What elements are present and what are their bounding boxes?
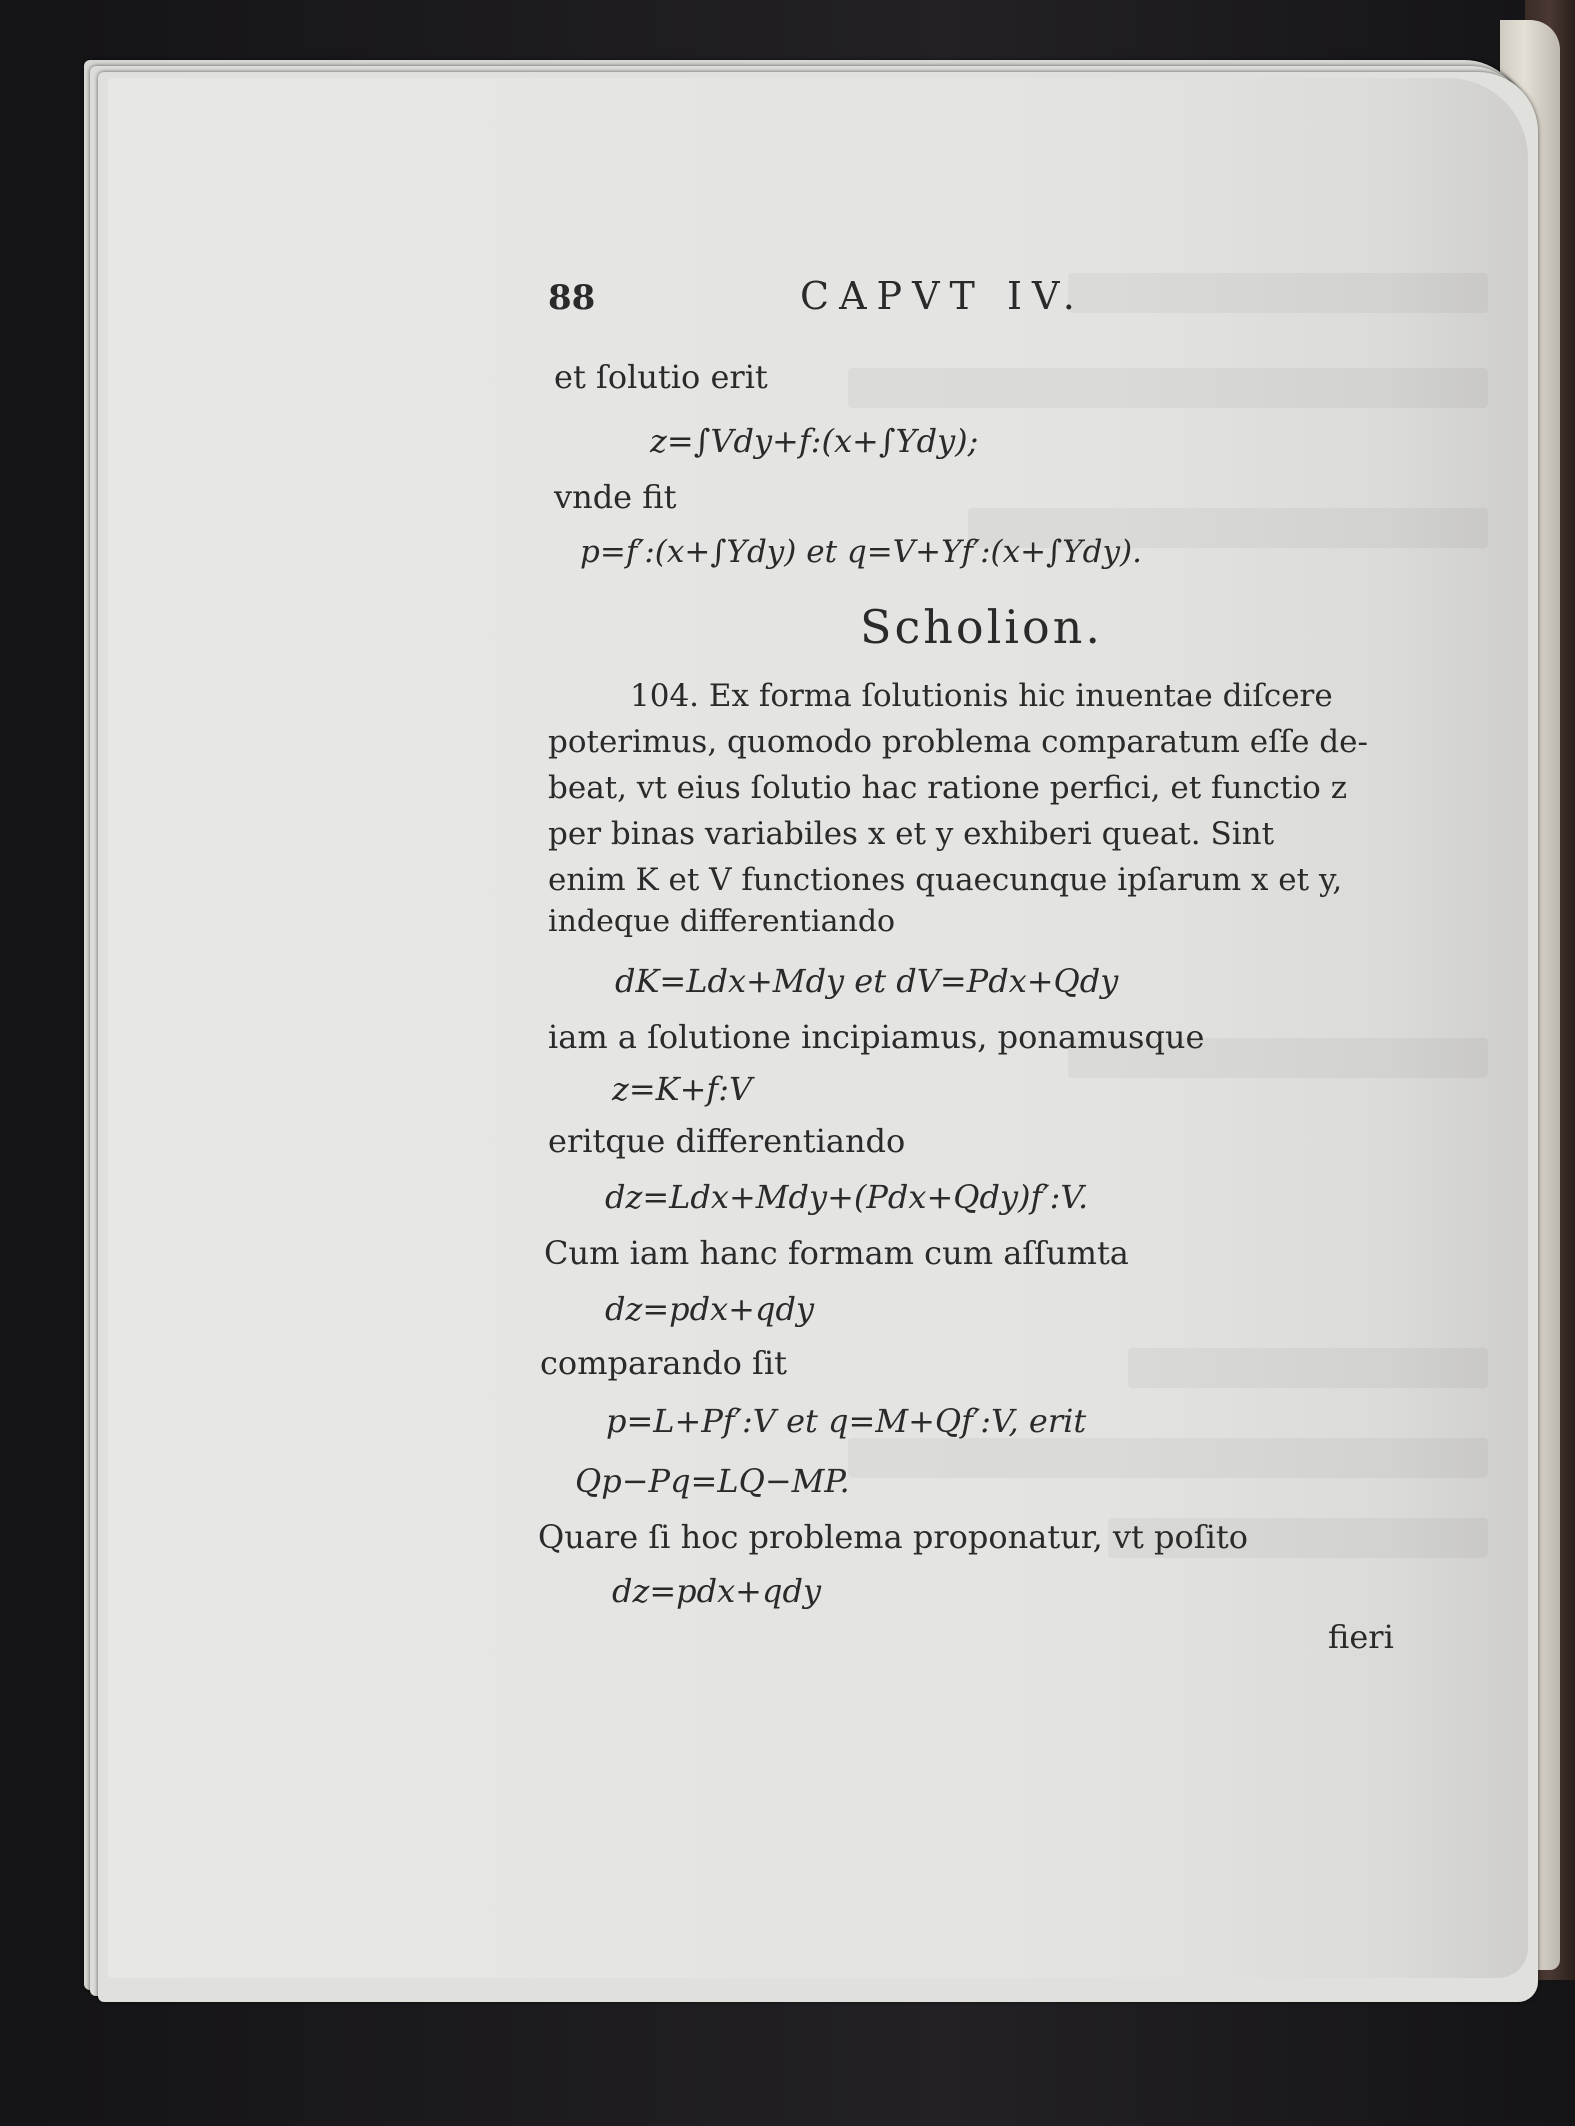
page-number: 88	[548, 278, 596, 318]
text-line: et ſolutio erit	[554, 358, 768, 396]
text-line: Cum iam hanc formam cum aſſumta	[544, 1234, 1129, 1272]
equation: dz=pdx+qdy	[605, 1290, 815, 1328]
equation: Qp−Pq=LQ−MP.	[575, 1462, 850, 1500]
equation: dz=Ldx+Mdy+(Pdx+Qdy)f′:V.	[605, 1178, 1089, 1216]
equation: dz=pdx+qdy	[612, 1572, 822, 1610]
equation: p=f′:(x+∫Ydy) et q=V+Yf′:(x+∫Ydy).	[580, 534, 1142, 570]
section-heading: Scholion.	[860, 600, 1103, 654]
show-through-mark	[848, 368, 1488, 408]
equation: dK=Ldx+Mdy et dV=Pdx+Qdy	[615, 962, 1119, 1000]
show-through-mark	[848, 1438, 1488, 1478]
show-through-mark	[1128, 1348, 1488, 1388]
text-line: indeque differentiando	[548, 904, 896, 939]
text-line: vnde fit	[554, 478, 677, 516]
catchword: fieri	[1328, 1618, 1394, 1656]
show-through-mark	[1068, 273, 1488, 313]
text-line: enim K et V functiones quaecunque ipſarum x et y,	[548, 862, 1343, 898]
text-line: poterimus, quomodo problema comparatum eſſe de-	[548, 724, 1368, 760]
text-line: per binas variabiles x et y exhiberi queat. Sint	[548, 816, 1275, 852]
text-line: eritque differentiando	[548, 1122, 906, 1160]
text-line: Quare ſi hoc problema proponatur, vt poſito	[538, 1518, 1248, 1556]
text-line: iam a ſolutione incipiamus, ponamusque	[548, 1018, 1205, 1056]
equation: z=K+f:V	[612, 1070, 753, 1108]
text-line: beat, vt eius ſolutio hac ratione perfici, et functio z	[548, 770, 1348, 806]
chapter-title: CAPVT IV.	[800, 274, 1085, 318]
text-line: 104. Ex forma ſolutionis hic inuentae diſcere	[630, 678, 1333, 714]
equation: z=∫Vdy+f:(x+∫Ydy);	[650, 422, 979, 460]
text-line: comparando ſit	[540, 1344, 787, 1382]
equation: p=L+Pf′:V et q=M+Qf′:V, erit	[606, 1402, 1087, 1440]
